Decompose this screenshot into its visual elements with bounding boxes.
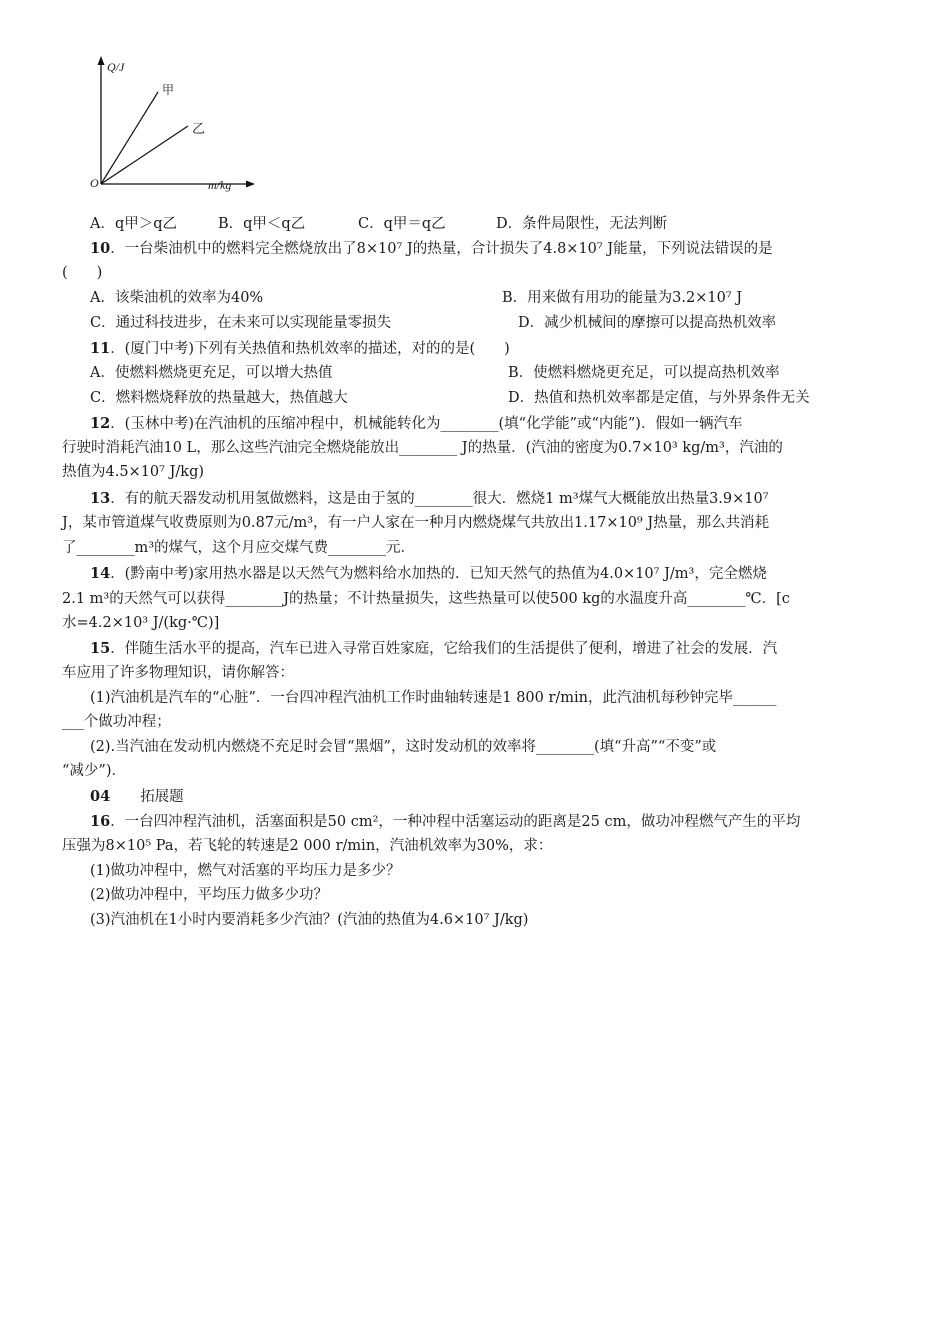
q13-number: 13: [90, 490, 111, 507]
q14-line2: 2.1 m³的天然气可以获得________J的热量；不计热量损失，这些热量可以使500 kg的水温度升高________℃．[c: [62, 591, 790, 607]
q11-line1: [90, 338, 510, 360]
q16-part2: (2)做功冲程中，平均压力做多少功？: [90, 887, 329, 903]
label-jia: 甲: [162, 83, 175, 97]
q9-option-a: A．q甲＞q乙: [90, 216, 178, 232]
origin-label: O: [90, 176, 99, 190]
q10-option-c: C．通过科技进步，在未来可以实现能量零损失: [90, 315, 392, 331]
q13-line1: [90, 488, 769, 510]
q13-line3: 了________m³的煤气，这个月应交煤气费________元．: [62, 540, 416, 556]
q12-number: 12: [90, 415, 111, 432]
q10-text: ．一台柴油机中的燃料完全燃烧放出了8×10⁷ J的热量，合计损失了4.8×10⁷ J能量，下列说法错误的是: [110, 241, 773, 257]
line-yi: [101, 126, 188, 184]
section-number: 04: [90, 788, 111, 805]
q11-option-d: D．热值和热机效率都是定值，与外界条件无关: [508, 390, 810, 406]
y-axis-label: Q/J: [107, 60, 125, 74]
section-title: 拓展题: [140, 789, 184, 805]
q16-number: 16: [90, 813, 111, 830]
q15-number: 15: [90, 640, 111, 657]
q14-text: ．(黔南中考)家用热水器是以天然气为燃料给水加热的．已知天然气的热值为4.0×10⁷ J/m³，完全燃烧: [110, 566, 767, 582]
q16-part1: (1)做功冲程中，燃气对活塞的平均压力是多少？: [90, 863, 401, 879]
q12-line1: [90, 413, 742, 435]
q16-line2: 压强为8×10⁵ Pa，若飞轮的转速是2 000 r/min，汽油机效率为30%，求：: [62, 838, 553, 854]
q16-part3: (3)汽油机在1小时内要消耗多少汽油？(汽油的热值为4.6×10⁷ J/kg): [90, 912, 529, 928]
q15-part1-line1: (1)汽油机是汽车的“心脏”．一台四冲程汽油机工作时曲轴转速是1 800 r/min，此汽油机每秒钟完毕______: [90, 690, 777, 706]
q11-option-b: B．使燃料燃烧更充足，可以提高热机效率: [508, 365, 780, 381]
q11-option-a: A．使燃料燃烧更充足，可以增大热值: [90, 365, 333, 381]
q10-option-b: B．用来做有用功的能量为3.2×10⁷ J: [502, 290, 743, 306]
q10-line1: [90, 238, 773, 260]
line-jia: [101, 92, 158, 184]
q11-text: ．(厦门中考)下列有关热值和热机效率的描述，对的的是( ): [110, 341, 510, 357]
q16-text: ．一台四冲程汽油机，活塞面积是50 cm²，一种冲程中活塞运动的距离是25 cm，做功冲程燃气产生的平均: [110, 814, 801, 830]
q9-option-b: B．q甲＜q乙: [218, 216, 306, 232]
q10-option-a: A．该柴油机的效率为40%: [90, 290, 264, 306]
q15-line2: 车应用了许多物理知识，请你解答：: [62, 665, 294, 681]
q12-line3: 热值为4.5×10⁷ J/kg): [62, 464, 205, 480]
q9-option-d: D．条件局限性，无法判断: [496, 216, 668, 232]
q15-part1-line2: ___个做功冲程；: [62, 714, 171, 730]
q15-line1: [90, 638, 777, 660]
q13-line2: J，某市管道煤气收费原则为0.87元/m³，有一户人家在一种月内燃烧煤气共放出1.17×10⁹ J热量，那么共消耗: [62, 515, 770, 531]
q10-option-d: D．减少机械间的摩擦可以提高热机效率: [518, 315, 777, 331]
section-heading: [90, 786, 184, 808]
q14-line1: [90, 563, 767, 585]
q15-part2-line1: (2).当汽油在发动机内燃烧不充足时会冒“黑烟”，这时发动机的效率将________(填“升高”“不变”或: [90, 739, 717, 755]
q12-line2: 行驶时消耗汽油10 L，那么这些汽油完全燃烧能放出________ J的热量．(汽油的密度为0.7×10³ kg/m³，汽油的: [62, 440, 783, 456]
q-m-graph: [80, 48, 270, 198]
q15-text: ．伴随生活水平的提高，汽车已进入寻常百姓家庭，它给我们的生活提供了便利，增进了社会的发展．汽: [110, 641, 778, 657]
q10-number: 10: [90, 240, 111, 257]
q13-text: ．有的航天器发动机用氢做燃料，这是由于氢的________很大．燃烧1 m³煤气大概能放出热量3.9×10⁷: [110, 491, 769, 507]
q14-number: 14: [90, 565, 111, 582]
label-yi: 乙: [192, 121, 206, 136]
q16-line1: [90, 811, 800, 833]
q14-line3: 水=4.2×10³ J/(kg·℃)]: [62, 615, 220, 631]
q12-text: ．(玉林中考)在汽油机的压缩冲程中，机械能转化为________(填“化学能”或“内能”)．假如一辆汽车: [110, 416, 743, 432]
q11-number: 11: [90, 340, 111, 357]
x-axis-label: m/kg: [208, 178, 232, 192]
q9-option-c: C．q甲＝q乙: [358, 216, 446, 232]
q10-line2: ( ): [62, 265, 103, 281]
q11-option-c: C．燃料燃烧释放的热量越大，热值越大: [90, 390, 348, 406]
q15-part2-line2: “减少”)．: [62, 763, 126, 779]
